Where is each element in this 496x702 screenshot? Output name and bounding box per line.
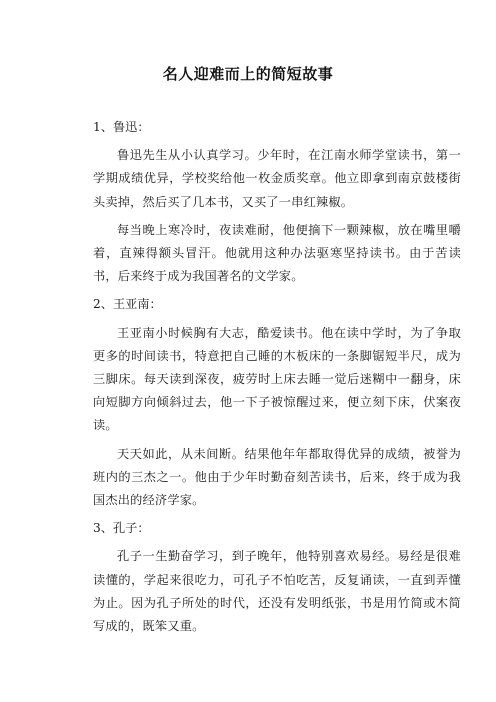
section-heading-kongzi: 3、孔子： [93,521,150,536]
paragraph: 王亚南小时候胸有大志，酷爱读书。他在读中学时，为了争取更多的时间读书，特意把自己睡的木板床的一条脚锯短半尺，成为三脚床。每天读到深夜，疲劳时上床去睡一觉后迷糊中一翻身，床向短脚方向倾斜过去，他一下子被惊醒过来，便立刻下床，伏案夜读。 [93,325,461,433]
paragraph: 每当晚上寒冷时，夜读难耐，他便摘下一颗辣椒，放在嘴里嚼着，直辣得额头冒汗。他就用这种办法驱寒坚持读书。由于苦读书，后来终于成为我国著名的文学家。 [93,222,461,284]
paragraph: 天天如此，从未间断。结果他年年都取得优异的成绩，被誉为班内的三杰之一。他由于少年时勤奋刻苦读书，后来，终于成为我国杰出的经济学家。 [93,446,461,508]
section-heading-luxun: 1、鲁迅： [93,120,150,134]
document-title: 名人迎难而上的简短故事 [162,65,334,83]
document-body [0,116,496,643]
paragraph: 鲁迅先生从小认真学习。少年时，在江南水师学堂读书，第一学期成绩优异，学校奖给他一枚金质奖章。他立即拿到南京鼓楼街头卖掉，然后买了几本书，又买了一串红辣椒。 [93,148,461,209]
section-heading-wangyanan: 2、王亚南： [93,297,162,312]
paragraph: 孔子一生勤奋学习，到子晚年，他特别喜欢易经。易经是很难读懂的，学起来很吃力，可孔子不怕吃苦，反复诵读，一直到弄懂为止。因为孔子所处的时代，还没有发明纸张，书是用竹简或木简写成的，既笨又重。 [93,549,461,634]
